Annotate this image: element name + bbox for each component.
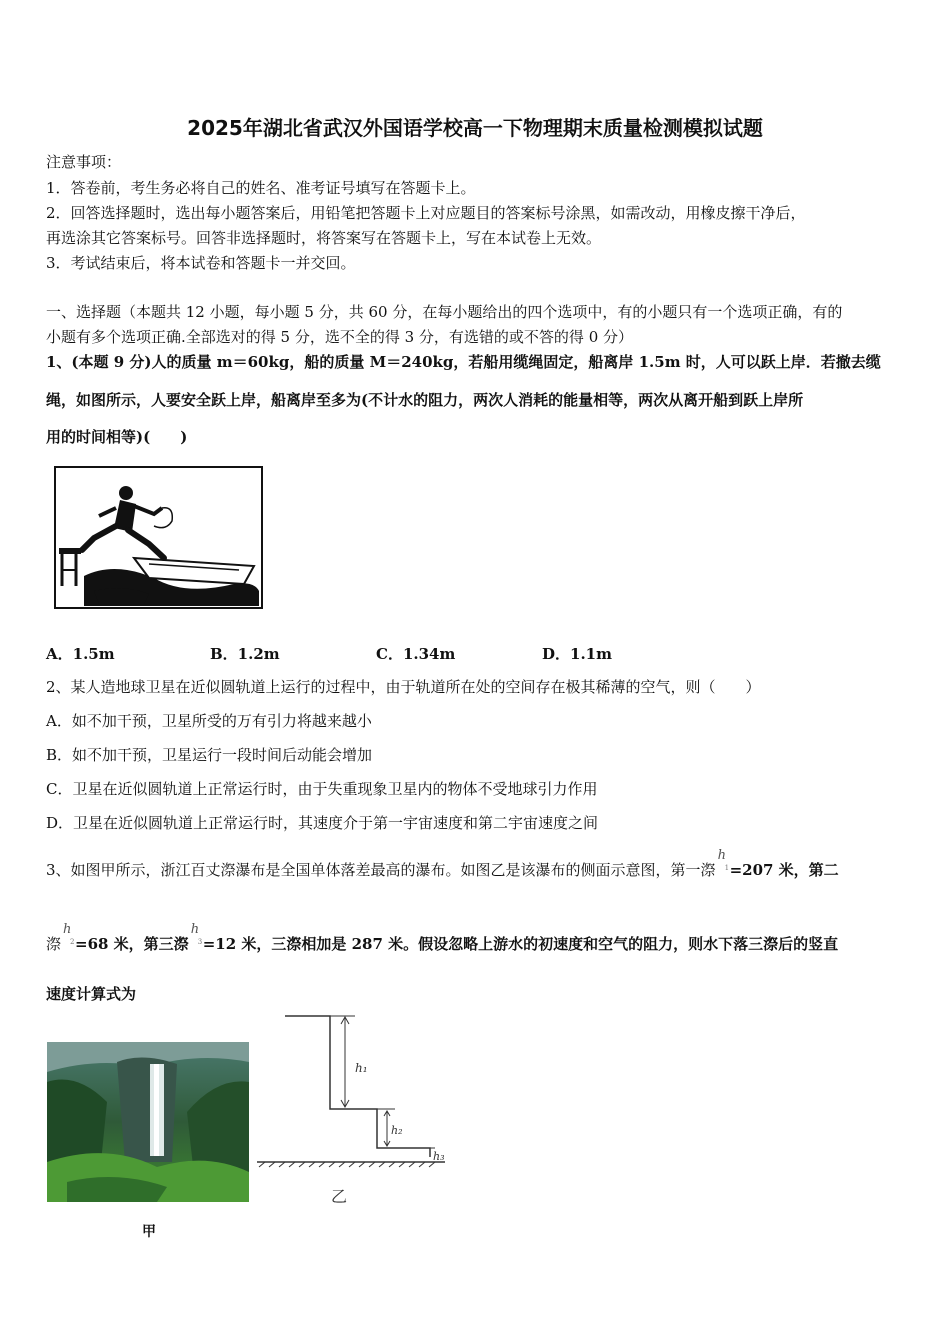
h3-symbol: h 3	[190, 922, 203, 946]
fig-yi-caption: 乙	[331, 1187, 348, 1206]
q1-option-a: A．1.5m	[46, 645, 115, 663]
waterfall-side-diagram	[255, 1012, 455, 1207]
q2-option-d: D．卫星在近似圆轨道上正常运行时，其速度介于第一宇宙速度和第二宇宙速度之间	[46, 814, 599, 832]
q3-text: 3、如图甲所示，浙江百丈漈瀑布是全国单体落差最高的瀑布。如图乙是该瀑布的侧面示意图，第一漈	[46, 861, 716, 879]
page-title: 2025年湖北省武汉外国语学校高一下物理期末质量检测模拟试题	[187, 116, 763, 140]
notice-item: 再选涂其它答案标号。回答非选择题时，将答案写在答题卡上，写在本试卷上无效。	[46, 229, 602, 247]
q3-stem-line1	[46, 848, 839, 886]
boat-jump-figure	[54, 466, 264, 610]
q2-stem: 2、某人造地球卫星在近似圆轨道上运行的过程中，由于轨道所在处的空间存在极其稀薄的空气，则（ ）	[46, 678, 761, 696]
q3-text: =207 米，第二	[729, 861, 839, 879]
q1-stem-line: 用的时间相等)( )	[46, 428, 188, 446]
q2-option-c: C．卫星在近似圆轨道上正常运行时，由于失重现象卫星内的物体不受地球引力作用	[46, 780, 598, 798]
notice-item: 1．答卷前，考生务必将自己的姓名、准考证号填写在答题卡上。	[46, 179, 476, 197]
q1-option-c: C．1.34m	[376, 645, 456, 663]
q2-option-b: B．如不加干预，卫星运行一段时间后动能会增加	[46, 746, 373, 764]
waterfall-photo	[47, 1042, 249, 1202]
q3-text: =68 米，第三漈	[75, 935, 189, 953]
diagram-label-h2: h₂	[391, 1124, 403, 1137]
q2-option-a: A．如不加干预，卫星所受的万有引力将越来越小	[46, 712, 372, 730]
q3-text: =12 米，三漈相加是 287 米。假设忽略上游水的初速度和空气的阻力，则水下落三漈后的竖直	[202, 935, 839, 953]
h1-symbol: h 1	[717, 848, 730, 872]
notice-item: 3．考试结束后，将本试卷和答题卡一并交回。	[46, 254, 356, 272]
q1-stem-line: 绳，如图所示，人要安全跃上岸，船离岸至多为(不计水的阻力，两次人消耗的能量相等，两次从离开船到跃上岸所	[46, 391, 804, 409]
q1-stem-line: 1、(本题 9 分)人的质量 m＝60kg，船的质量 M＝240kg，若船用缆绳固定，船离岸 1.5m 时，人可以跃上岸．若撤去缆	[46, 353, 881, 371]
diagram-label-h1: h₁	[355, 1061, 368, 1075]
q3-stem-line3: 速度计算式为	[46, 985, 137, 1003]
q3-text: 漈	[46, 935, 62, 953]
section-heading-line: 小题有多个选项正确.全部选对的得 5 分，选不全的得 3 分，有选错的或不答的得 0 分）	[46, 328, 634, 346]
section-heading-line: 一、选择题（本题共 12 小题，每小题 5 分，共 60 分，在每小题给出的四个选项中，有的小题只有一个选项正确，有的	[46, 303, 843, 321]
q1-option-d: D．1.1m	[542, 645, 612, 663]
notice-item: 2．回答选择题时，选出每小题答案后，用铅笔把答题卡上对应题目的答案标号涂黑，如需改动，用橡皮擦干净后，	[46, 204, 806, 222]
h2-symbol: h 2	[63, 922, 75, 946]
q1-option-b: B．1.2m	[210, 645, 280, 663]
notice-heading: 注意事项：	[46, 153, 122, 171]
q3-stem-line2	[46, 922, 839, 960]
diagram-label-h3: h₃	[433, 1150, 445, 1163]
fig-jia-caption: 甲	[142, 1224, 156, 1240]
